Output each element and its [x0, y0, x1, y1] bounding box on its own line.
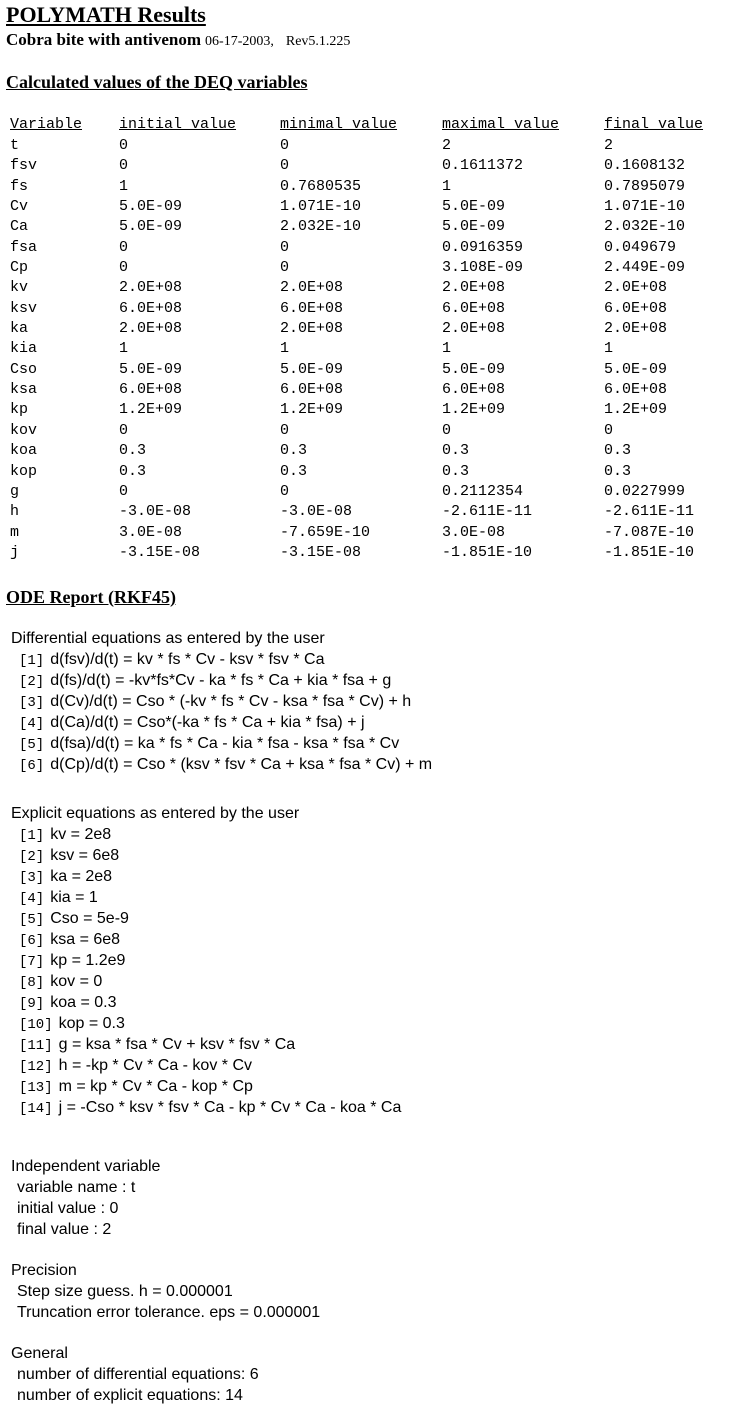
table-row — [10, 319, 734, 339]
deq-values-table — [10, 114, 734, 563]
report-subtitle — [6, 30, 350, 50]
value-cell: 2.032E-10 — [604, 218, 686, 236]
equation-number: [10] — [19, 1017, 53, 1033]
equation-number: [14] — [19, 1101, 53, 1117]
equation-line — [11, 845, 401, 866]
equation-text: d(Cp)/d(t) = Cso * (ksv * fsv * Ca + ksa * fsa * Cv) + m — [50, 756, 433, 773]
variable-name-cell: fsa — [10, 238, 38, 256]
equation-text: Cso = 5e-9 — [50, 910, 129, 927]
equation-text: m = kp * Cv * Ca - kop * Cp — [58, 1078, 253, 1095]
equation-line — [11, 733, 432, 754]
value-cell: 0.3 — [280, 442, 308, 460]
equation-line — [11, 971, 401, 992]
value-cell: 0 — [119, 137, 129, 154]
value-cell: 0.2112354 — [442, 482, 524, 500]
equation-text: d(Cv)/d(t) = Cso * (-kv * fs * Cv - ksa * fsa * Cv) + h — [50, 693, 412, 710]
value-cell: 2.0E+08 — [119, 279, 183, 297]
value-cell: 0.0916359 — [442, 238, 524, 256]
equation-text: ka = 2e8 — [50, 868, 113, 885]
value-cell: 0.3 — [604, 462, 632, 480]
explicit-equations-label: Explicit equations as entered by the user — [11, 805, 300, 822]
equation-text: koa = 0.3 — [50, 994, 117, 1011]
value-cell: -1.851E-10 — [442, 543, 533, 561]
value-cell: 5.0E-09 — [442, 360, 506, 378]
variable-name-cell: fsv — [10, 157, 38, 175]
column-header: minimal value — [280, 115, 398, 133]
value-cell: 6.0E+08 — [442, 381, 506, 399]
equation-text: d(fsa)/d(t) = ka * fs * Ca - kia * fsa - ksa * fsa * Cv — [50, 735, 400, 752]
value-cell: 1 — [119, 177, 129, 195]
value-cell: 5.0E-09 — [442, 198, 506, 216]
value-cell: 1 — [442, 177, 452, 195]
equation-number: [11] — [19, 1038, 53, 1054]
deq-section-heading: Calculated values of the DEQ variables — [6, 72, 308, 92]
variable-name-cell: koa — [10, 442, 38, 460]
equation-text: g = ksa * fsa * Cv + ksv * fsv * Ca — [58, 1036, 296, 1053]
value-cell: 0 — [119, 482, 129, 500]
value-cell: 1.2E+09 — [604, 401, 668, 419]
variable-name-cell: kov — [10, 421, 38, 439]
equation-line — [11, 866, 401, 887]
value-cell: 0 — [280, 482, 290, 500]
table-row — [10, 156, 734, 176]
info-line: number of differential equations: 6 — [17, 1366, 259, 1383]
value-cell: 1 — [280, 340, 290, 358]
variable-name-cell: Cso — [10, 360, 38, 378]
equation-number: [12] — [19, 1059, 53, 1075]
equation-number: [13] — [19, 1080, 53, 1096]
table-header-row — [10, 114, 734, 136]
precision-block — [11, 1260, 320, 1323]
equation-number: [1] — [19, 828, 45, 844]
equation-number: [6] — [19, 758, 45, 774]
page-title: POLYMATH Results — [6, 2, 206, 27]
value-cell: 2.032E-10 — [280, 218, 362, 236]
value-cell: -7.659E-10 — [280, 523, 371, 541]
value-cell: 1.071E-10 — [280, 198, 362, 216]
equation-line — [11, 824, 401, 845]
ode-section-heading: ODE Report (RKF45) — [6, 587, 176, 607]
precision-label: Precision — [11, 1262, 77, 1279]
table-row — [10, 421, 734, 441]
table-row — [10, 136, 734, 156]
value-cell: 0.0227999 — [604, 482, 686, 500]
equation-line — [11, 1034, 401, 1055]
equation-line — [11, 649, 432, 670]
variable-name-cell: kv — [10, 279, 29, 297]
table-row — [10, 482, 734, 502]
report-date: 06-17-2003, — [205, 34, 274, 49]
value-cell: -3.15E-08 — [119, 543, 201, 561]
value-cell: -3.0E-08 — [119, 503, 192, 521]
equation-line — [11, 1055, 401, 1076]
equation-text: j = -Cso * ksv * fsv * Ca - kp * Cv * Ca - koa * Ca — [58, 1099, 402, 1116]
independent-variable-label: Independent variable — [11, 1158, 161, 1175]
value-cell: -7.087E-10 — [604, 523, 695, 541]
equation-line — [11, 908, 401, 929]
value-cell: 6.0E+08 — [604, 299, 668, 317]
general-label: General — [11, 1345, 68, 1362]
value-cell: 1.2E+09 — [442, 401, 506, 419]
variable-name-cell: kia — [10, 340, 38, 358]
value-cell: 0.1608132 — [604, 157, 686, 175]
equation-line — [11, 691, 432, 712]
value-cell: 0 — [604, 421, 614, 439]
equation-number: [4] — [19, 716, 45, 732]
table-row — [10, 258, 734, 278]
value-cell: 2.0E+08 — [604, 279, 668, 297]
value-cell: 0 — [280, 259, 290, 277]
value-cell: 0.3 — [119, 442, 147, 460]
equation-number: [5] — [19, 912, 45, 928]
value-cell: 2.0E+08 — [442, 279, 506, 297]
independent-variable-block — [11, 1156, 160, 1240]
table-row — [10, 400, 734, 420]
value-cell: 5.0E-09 — [604, 360, 668, 378]
column-header: final value — [604, 115, 704, 133]
equation-number: [9] — [19, 996, 45, 1012]
table-row — [10, 339, 734, 359]
value-cell: 2.0E+08 — [604, 320, 668, 338]
value-cell: 3.0E-08 — [119, 523, 183, 541]
value-cell: 6.0E+08 — [280, 299, 344, 317]
equation-number: [2] — [19, 674, 45, 690]
value-cell: 2.0E+08 — [442, 320, 506, 338]
equation-number: [3] — [19, 695, 45, 711]
value-cell: 1.2E+09 — [119, 401, 183, 419]
equation-line — [11, 929, 401, 950]
value-cell: -2.611E-11 — [604, 503, 695, 521]
equation-line — [11, 887, 401, 908]
variable-name-cell: ksv — [10, 299, 38, 317]
equation-number: [6] — [19, 933, 45, 949]
value-cell: 5.0E-09 — [280, 360, 344, 378]
value-cell: 2.0E+08 — [119, 320, 183, 338]
table-row — [10, 278, 734, 298]
variable-name-cell: kp — [10, 401, 29, 419]
table-row — [10, 360, 734, 380]
value-cell: 0.1611372 — [442, 157, 524, 175]
value-cell: 0.049679 — [604, 238, 677, 256]
value-cell: 5.0E-09 — [119, 218, 183, 236]
variable-name-cell: Ca — [10, 218, 29, 236]
differential-equations-block — [11, 628, 432, 775]
value-cell: 1.071E-10 — [604, 198, 686, 216]
variable-name-cell: ka — [10, 320, 29, 338]
value-cell: 5.0E-09 — [442, 218, 506, 236]
revision-label: Rev5.1.225 — [285, 34, 351, 49]
table-row — [10, 523, 734, 543]
info-line: number of explicit equations: 14 — [17, 1387, 243, 1404]
value-cell: -3.15E-08 — [280, 543, 362, 561]
info-line: variable name : t — [17, 1179, 136, 1196]
value-cell: 6.0E+08 — [119, 299, 183, 317]
equation-text: kv = 2e8 — [50, 826, 112, 843]
equation-line — [11, 1097, 401, 1118]
value-cell: 2.0E+08 — [280, 320, 344, 338]
info-line: initial value : 0 — [17, 1200, 119, 1217]
value-cell: 0.3 — [280, 462, 308, 480]
info-line: final value : 2 — [17, 1221, 112, 1238]
column-header: initial value — [119, 115, 237, 133]
variable-name-cell: g — [10, 482, 20, 500]
equation-number: [4] — [19, 891, 45, 907]
info-line: Step size guess. h = 0.000001 — [17, 1283, 233, 1300]
equation-text: kop = 0.3 — [58, 1015, 125, 1032]
value-cell: 5.0E-09 — [119, 198, 183, 216]
value-cell: 0 — [280, 137, 290, 154]
equation-text: kov = 0 — [50, 973, 103, 990]
value-cell: -2.611E-11 — [442, 503, 533, 521]
table-row — [10, 441, 734, 461]
table-row — [10, 380, 734, 400]
equation-line — [11, 992, 401, 1013]
table-row — [10, 502, 734, 522]
equation-number: [5] — [19, 737, 45, 753]
value-cell: -3.0E-08 — [280, 503, 353, 521]
value-cell: 2 — [442, 137, 452, 154]
variable-name-cell: Cv — [10, 198, 29, 216]
equation-line — [11, 670, 432, 691]
variable-name-cell: t — [10, 137, 20, 154]
variable-name-cell: j — [10, 543, 20, 561]
value-cell: 0.3 — [442, 442, 470, 460]
equation-text: d(fsv)/d(t) = kv * fs * Cv - ksv * fsv * Ca — [50, 651, 325, 668]
value-cell: 3.108E-09 — [442, 259, 524, 277]
value-cell: 6.0E+08 — [604, 381, 668, 399]
value-cell: 0 — [442, 421, 452, 439]
equation-text: d(fs)/d(t) = -kv*fs*Cv - ka * fs * Ca + kia * fsa + g — [50, 672, 392, 689]
value-cell: 0.3 — [604, 442, 632, 460]
value-cell: 1 — [442, 340, 452, 358]
table-row — [10, 299, 734, 319]
value-cell: 2.0E+08 — [280, 279, 344, 297]
table-row — [10, 543, 734, 563]
equation-text: d(Ca)/d(t) = Cso*(-ka * fs * Ca + kia * fsa) + j — [50, 714, 365, 731]
value-cell: 0 — [280, 421, 290, 439]
value-cell: 0.3 — [119, 462, 147, 480]
equation-number: [7] — [19, 954, 45, 970]
value-cell: 2.449E-09 — [604, 259, 686, 277]
value-cell: 1 — [119, 340, 129, 358]
equation-line — [11, 712, 432, 733]
equation-text: h = -kp * Cv * Ca - kov * Cv — [58, 1057, 252, 1074]
value-cell: -1.851E-10 — [604, 543, 695, 561]
explicit-equations-block — [11, 803, 401, 1118]
column-header: Variable — [10, 115, 83, 133]
value-cell: 3.0E-08 — [442, 523, 506, 541]
equation-text: kia = 1 — [50, 889, 98, 906]
info-line: Truncation error tolerance. eps = 0.000001 — [17, 1304, 321, 1321]
table-row — [10, 462, 734, 482]
value-cell: 0 — [119, 259, 129, 277]
value-cell: 0.7895079 — [604, 177, 686, 195]
variable-name-cell: ksa — [10, 381, 38, 399]
value-cell: 1.2E+09 — [280, 401, 344, 419]
equation-text: kp = 1.2e9 — [50, 952, 126, 969]
value-cell: 0.7680535 — [280, 177, 362, 195]
value-cell: 6.0E+08 — [280, 381, 344, 399]
value-cell: 0 — [119, 238, 129, 256]
table-row — [10, 177, 734, 197]
equation-text: ksa = 6e8 — [50, 931, 121, 948]
table-row — [10, 197, 734, 217]
variable-name-cell: m — [10, 523, 20, 541]
table-row — [10, 217, 734, 237]
equation-line — [11, 754, 432, 775]
table-row — [10, 238, 734, 258]
general-block — [11, 1343, 259, 1406]
equation-line — [11, 950, 401, 971]
equation-line — [11, 1013, 401, 1034]
differential-equations-label: Differential equations as entered by the user — [11, 630, 325, 647]
value-cell: 1 — [604, 340, 614, 358]
value-cell: 0 — [280, 157, 290, 175]
variable-name-cell: h — [10, 503, 20, 521]
equation-number: [1] — [19, 653, 45, 669]
value-cell: 6.0E+08 — [119, 381, 183, 399]
value-cell: 6.0E+08 — [442, 299, 506, 317]
value-cell: 0 — [119, 421, 129, 439]
equation-number: [2] — [19, 849, 45, 865]
equation-text: ksv = 6e8 — [50, 847, 120, 864]
equation-number: [8] — [19, 975, 45, 991]
equation-line — [11, 1076, 401, 1097]
value-cell: 0.3 — [442, 462, 470, 480]
problem-name: Cobra bite with antivenom — [6, 30, 202, 49]
value-cell: 0 — [280, 238, 290, 256]
value-cell: 2 — [604, 137, 614, 154]
equation-number: [3] — [19, 870, 45, 886]
column-header: maximal value — [442, 115, 560, 133]
variable-name-cell: fs — [10, 177, 29, 195]
variable-name-cell: Cp — [10, 259, 29, 277]
value-cell: 0 — [119, 157, 129, 175]
value-cell: 5.0E-09 — [119, 360, 183, 378]
variable-name-cell: kop — [10, 462, 38, 480]
